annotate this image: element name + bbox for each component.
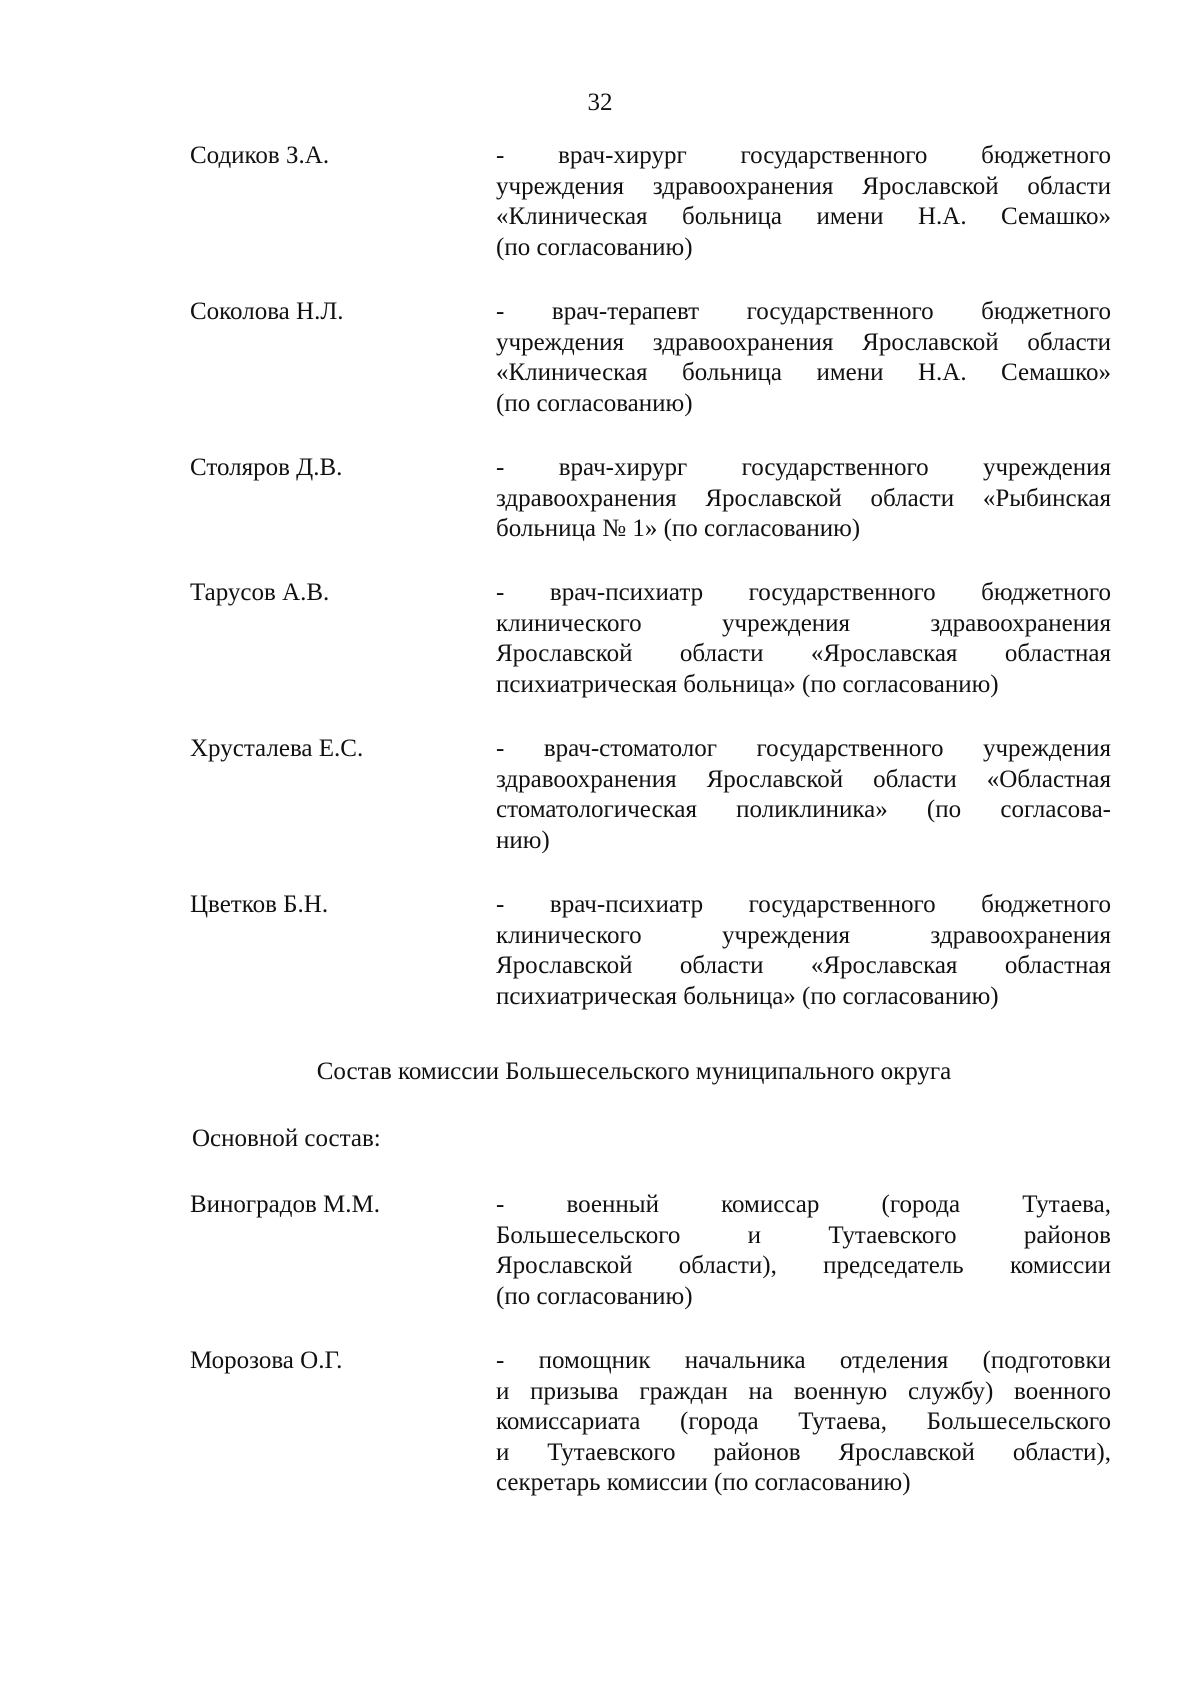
member-description (496, 890, 1111, 1012)
description-line: и призыва граждан на военную службу) военного (496, 1377, 1111, 1405)
description-line: клинического учреждения здравоохранения (496, 921, 1111, 949)
member-name: Виноградов М.М. (190, 1191, 381, 1218)
member-name: Хрусталева Е.С. (190, 735, 364, 762)
description-line: - врач-психиатр государственного бюджетного (496, 891, 1111, 918)
description-line: и Тутаевского районов Ярославской области), (496, 1438, 1111, 1466)
description-line: - врач-хирург государственного бюджетного (496, 142, 1111, 169)
description-line: клинического учреждения здравоохранения (496, 609, 1111, 637)
member-name: Цветков Б.Н. (190, 891, 329, 918)
member-description (496, 297, 1111, 419)
member-name: Тарусов А.В. (190, 579, 330, 606)
description-line: стоматологическая поликлиника» (по согласова- (496, 796, 1111, 823)
section-title: Состав комиссии Большесельского муниципального округа (316, 1058, 952, 1085)
member-description (496, 578, 1111, 700)
page-number: 32 (587, 89, 613, 116)
member-description (496, 1346, 1111, 1499)
description-line: (по согласованию) (496, 233, 693, 261)
description-line: учреждения здравоохранения Ярославской области (496, 172, 1111, 200)
description-line: психиатрическая больница» (по согласованию) (496, 982, 999, 1010)
member-name: Соколова Н.Л. (190, 298, 344, 325)
description-line: здравоохранения Ярославской области «Областная (496, 765, 1111, 793)
description-line: Ярославской области «Ярославская областная (496, 952, 1111, 979)
description-line: Большесельского и Тутаевского районов (496, 1221, 1111, 1249)
member-description (496, 453, 1111, 545)
description-line: - помощник начальника отделения (подготовки (496, 1347, 1111, 1374)
description-line: «Клиническая больница имени Н.А. Семашко» (496, 203, 1111, 230)
description-line: учреждения здравоохранения Ярославской области (496, 328, 1111, 356)
description-line: - врач-психиатр государственного бюджетного (496, 579, 1111, 606)
description-line: комиссариата (города Тутаева, Большесельского (496, 1408, 1111, 1435)
member-name: Содиков З.А. (190, 142, 330, 169)
description-line: здравоохранения Ярославской области «Рыбинская (496, 484, 1111, 512)
description-line: Ярославской области «Ярославская областная (496, 640, 1111, 667)
member-name: Столяров Д.В. (190, 454, 343, 481)
member-name: Морозова О.Г. (190, 1347, 343, 1374)
description-line: - врач-хирург государственного учреждения (496, 454, 1111, 481)
description-line: нию) (496, 826, 550, 854)
description-line: - военный комиссар (города Тутаева, (496, 1191, 1111, 1218)
description-line: (по согласованию) (496, 389, 693, 417)
description-line: секретарь комиссии (по согласованию) (496, 1469, 911, 1496)
description-line: психиатрическая больница» (по согласованию) (496, 670, 999, 698)
subheading: Основной состав: (192, 1125, 381, 1152)
description-line: «Клиническая больница имени Н.А. Семашко» (496, 359, 1111, 386)
member-description (496, 1190, 1111, 1312)
member-description (496, 141, 1111, 263)
description-line: Ярославской области), председатель комиссии (496, 1252, 1111, 1279)
description-line: - врач-стоматолог государственного учреждения (496, 735, 1111, 762)
description-line: - врач-терапевт государственного бюджетного (496, 298, 1111, 325)
description-line: больница № 1» (по согласованию) (496, 515, 861, 542)
member-description (496, 734, 1111, 856)
description-line: (по согласованию) (496, 1282, 693, 1310)
